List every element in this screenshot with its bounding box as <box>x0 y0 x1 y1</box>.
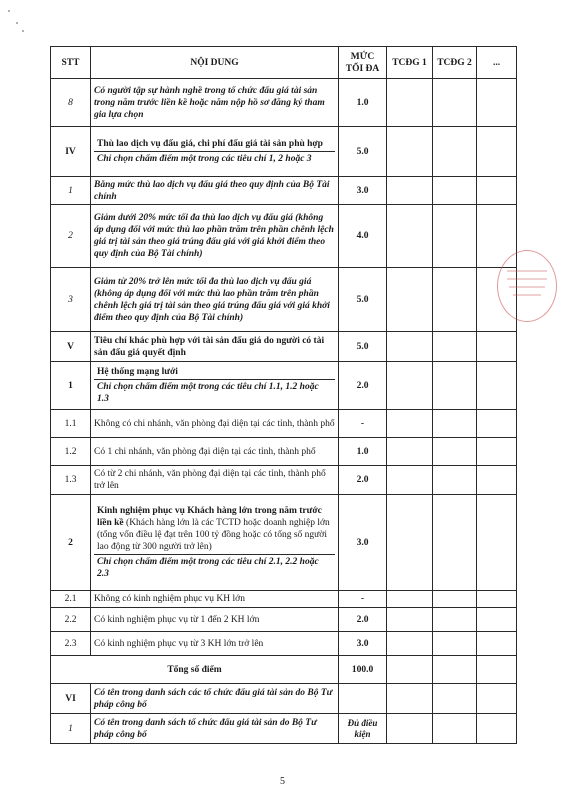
row-tcdg2-cell <box>433 79 477 127</box>
table-row <box>51 466 517 495</box>
row-stt: 3 <box>51 268 91 332</box>
row-content: Bằng mức thù lao dịch vụ đấu giá theo quy định của Bộ Tài chính <box>91 177 339 205</box>
row-max-score <box>339 684 387 714</box>
row-more-cell <box>477 495 517 591</box>
row-more-cell <box>477 684 517 714</box>
header-more: ... <box>477 47 517 79</box>
row-more-cell <box>477 362 517 410</box>
row-tcdg2-cell <box>433 714 477 744</box>
row-tcdg1-cell <box>387 608 433 632</box>
row-max-score: 3.0 <box>339 632 387 656</box>
row-tcdg2-cell <box>433 495 477 591</box>
row-title: Hệ thống mạng lưới <box>94 365 335 380</box>
row-content: Có tên trong danh sách tổ chức đấu giá tài sản do Bộ Tư pháp công bố <box>91 714 339 744</box>
row-max-score: Đủ điều kiện <box>339 714 387 744</box>
table-row <box>51 591 517 608</box>
table-row <box>51 495 517 591</box>
row-tcdg1-cell <box>387 362 433 410</box>
row-content <box>91 495 339 591</box>
row-stt: 1 <box>51 177 91 205</box>
row-tcdg2-cell <box>433 362 477 410</box>
header-stt: STT <box>51 47 91 79</box>
row-more-cell <box>477 608 517 632</box>
row-instruction: Chỉ chọn chấm điểm một trong các tiêu chí 2.1, 2.2 hoặc 2.3 <box>97 557 319 579</box>
row-more-cell <box>477 79 517 127</box>
row-tcdg1-cell <box>387 656 433 684</box>
total-row <box>51 656 517 684</box>
row-tcdg1-cell <box>387 410 433 438</box>
row-instruction: Chỉ chọn chấm điểm một trong các tiêu chí 1, 2 hoặc 3 <box>97 154 312 164</box>
row-max-score: 2.0 <box>339 466 387 495</box>
row-tcdg2-cell <box>433 656 477 684</box>
table-row <box>51 177 517 205</box>
scan-speck <box>8 10 10 12</box>
row-stt: 2 <box>51 205 91 268</box>
table-row <box>51 268 517 332</box>
row-tcdg1-cell <box>387 332 433 362</box>
row-stt: 2.2 <box>51 608 91 632</box>
row-tcdg2-cell <box>433 608 477 632</box>
row-more-cell <box>477 466 517 495</box>
header-tcdg-1: TCĐG 1 <box>387 47 433 79</box>
row-stt: 1.3 <box>51 466 91 495</box>
table-row <box>51 684 517 714</box>
row-max-score: - <box>339 410 387 438</box>
total-max-score: 100.0 <box>339 656 387 684</box>
row-tcdg2-cell <box>433 591 477 608</box>
row-instruction: Chỉ chọn chấm điểm một trong các tiêu chí 1.1, 1.2 hoặc 1.3 <box>97 382 319 404</box>
row-title: Thù lao dịch vụ đấu giá, chi phí đấu giá tài sản phù hợp <box>94 137 335 152</box>
row-more-cell <box>477 591 517 608</box>
row-content: Có người tập sự hành nghề trong tổ chức đấu giá tài sản trong năm trước liền kề hoặc năm nộp hồ sơ đăng ký tham gia lựa chọn <box>91 79 339 127</box>
table-row <box>51 332 517 362</box>
row-max-score: 1.0 <box>339 79 387 127</box>
row-tcdg1-cell <box>387 632 433 656</box>
row-tcdg2-cell <box>433 632 477 656</box>
row-content: Có từ 2 chi nhánh, văn phòng đại diện tại các tỉnh, thành phố trở lên <box>91 466 339 495</box>
row-tcdg2-cell <box>433 177 477 205</box>
row-max-score: 2.0 <box>339 362 387 410</box>
row-more-cell <box>477 438 517 466</box>
row-content: Tiêu chí khác phù hợp với tài sản đấu giá do người có tài sản đấu giá quyết định <box>91 332 339 362</box>
row-stt: VI <box>51 684 91 714</box>
table-row <box>51 79 517 127</box>
row-tcdg1-cell <box>387 268 433 332</box>
table-row <box>51 608 517 632</box>
row-content <box>91 362 339 410</box>
row-tcdg1-cell <box>387 127 433 177</box>
row-title <box>94 504 335 555</box>
row-stt: 1.2 <box>51 438 91 466</box>
row-tcdg1-cell <box>387 205 433 268</box>
row-stt: 1 <box>51 714 91 744</box>
row-more-cell <box>477 410 517 438</box>
row-tcdg1-cell <box>387 591 433 608</box>
row-max-score: 5.0 <box>339 268 387 332</box>
row-tcdg1-cell <box>387 79 433 127</box>
scan-speck <box>16 22 18 24</box>
row-content: Không có chi nhánh, văn phòng đại diện tại các tỉnh, thành phố <box>91 410 339 438</box>
header-noi-dung: NỘI DUNG <box>91 47 339 79</box>
row-max-score: 5.0 <box>339 332 387 362</box>
row-max-score: - <box>339 591 387 608</box>
table-row <box>51 410 517 438</box>
row-tcdg1-cell <box>387 714 433 744</box>
row-max-score: 3.0 <box>339 177 387 205</box>
total-label: Tổng số điểm <box>51 656 339 684</box>
table-row <box>51 127 517 177</box>
row-stt: 2.1 <box>51 591 91 608</box>
table-row <box>51 205 517 268</box>
row-tcdg2-cell <box>433 684 477 714</box>
header-tcdg-2: TCĐG 2 <box>433 47 477 79</box>
row-tcdg2-cell <box>433 332 477 362</box>
scan-speck <box>22 30 24 32</box>
row-tcdg2-cell <box>433 466 477 495</box>
page-number: 5 <box>280 776 285 787</box>
row-content: Có kinh nghiệm phục vụ từ 1 đến 2 KH lớn <box>91 608 339 632</box>
row-more-cell <box>477 632 517 656</box>
row-content: Không có kinh nghiệm phục vụ KH lớn <box>91 591 339 608</box>
row-max-score: 3.0 <box>339 495 387 591</box>
row-content <box>91 127 339 177</box>
row-content: Giảm từ 20% trở lên mức tối đa thù lao dịch vụ đấu giá (không áp dụng đối với mức thù lao phần trăm trên phần chênh lệch giá trị tài sản theo giá trúng đấu giá với giá khởi điểm theo quy định của Bộ Tài chính) <box>91 268 339 332</box>
row-max-score: 1.0 <box>339 438 387 466</box>
row-content: Có 1 chi nhánh, văn phòng đại diện tại các tỉnh, thành phố <box>91 438 339 466</box>
row-tcdg2-cell <box>433 205 477 268</box>
row-title-note: (Khách hàng lớn là các TCTD hoặc doanh nghiệp lớn (tổng vốn điều lệ đạt trên 100 tỷ đồng hoặc có tổng số người lao động từ 300 người trở lên) <box>97 518 330 552</box>
row-max-score: 4.0 <box>339 205 387 268</box>
seal-icon <box>499 265 555 305</box>
row-more-cell <box>477 714 517 744</box>
row-tcdg1-cell <box>387 495 433 591</box>
row-tcdg2-cell <box>433 268 477 332</box>
row-tcdg1-cell <box>387 438 433 466</box>
header-muc-toi-da: MỨC TỐI ĐA <box>339 47 387 79</box>
table-row <box>51 438 517 466</box>
row-stt: IV <box>51 127 91 177</box>
row-content: Giảm dưới 20% mức tối đa thù lao dịch vụ đấu giá (không áp dụng đối với mức thù lao phần trăm trên phần chênh lệch giá trị tài sản theo giá trúng đấu giá với giá khởi điểm theo quy định của Bộ Tài chính) <box>91 205 339 268</box>
row-more-cell <box>477 127 517 177</box>
red-seal-stamp <box>497 250 557 322</box>
scoring-table <box>50 46 517 744</box>
row-content: Có tên trong danh sách các tổ chức đấu giá tài sản do Bộ Tư pháp công bố <box>91 684 339 714</box>
row-stt: 2 <box>51 495 91 591</box>
row-max-score: 5.0 <box>339 127 387 177</box>
table-row <box>51 362 517 410</box>
row-max-score: 2.0 <box>339 608 387 632</box>
row-tcdg1-cell <box>387 177 433 205</box>
row-more-cell <box>477 332 517 362</box>
row-tcdg2-cell <box>433 410 477 438</box>
row-stt: 1.1 <box>51 410 91 438</box>
row-more-cell <box>477 177 517 205</box>
row-tcdg1-cell <box>387 466 433 495</box>
row-more-cell <box>477 656 517 684</box>
row-stt: 2.3 <box>51 632 91 656</box>
row-title-bold: Kinh nghiệm phục vụ Khách hàng lớn trong năm trước liền kề <box>97 506 322 528</box>
table-header-row <box>51 47 517 79</box>
row-stt: 8 <box>51 79 91 127</box>
table-row <box>51 714 517 744</box>
row-tcdg2-cell <box>433 127 477 177</box>
row-tcdg2-cell <box>433 438 477 466</box>
table-row <box>51 632 517 656</box>
row-tcdg1-cell <box>387 684 433 714</box>
row-content: Có kinh nghiệm phục vụ từ 3 KH lớn trở lên <box>91 632 339 656</box>
row-stt: 1 <box>51 362 91 410</box>
row-stt: V <box>51 332 91 362</box>
